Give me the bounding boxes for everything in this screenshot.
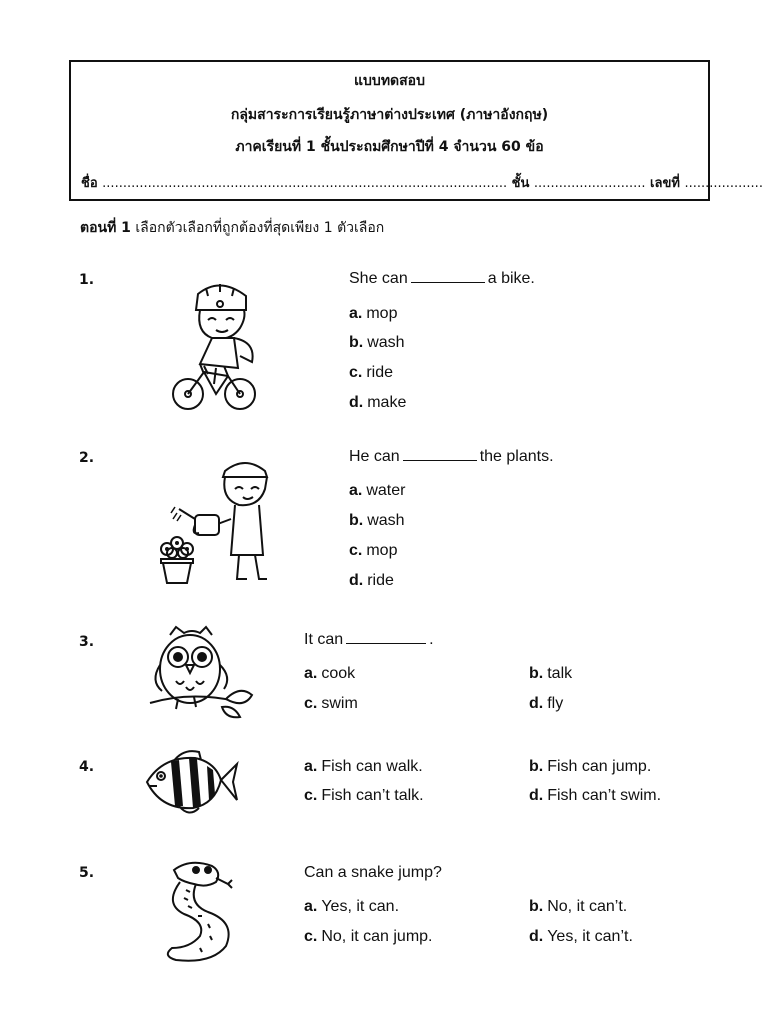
option-a[interactable]: a. cook — [304, 665, 356, 682]
option-d[interactable]: d. make — [349, 394, 407, 411]
question-text: It can . — [304, 631, 434, 648]
option-b[interactable]: b. Fish can jump. — [529, 758, 652, 775]
number-field[interactable]: ................... — [684, 176, 763, 191]
instruction-text: เลือกตัวเลือกที่ถูกต้องที่สุดเพียง 1 ตัวเลือก — [135, 220, 385, 236]
option-c[interactable]: c. mop — [349, 542, 398, 559]
option-b[interactable]: b. wash — [349, 334, 405, 351]
question-text: She can a bike. — [349, 270, 535, 287]
answer-blank — [403, 448, 477, 461]
girl-riding-bike-icon — [168, 280, 263, 412]
question-text: Can a snake jump? — [304, 864, 442, 881]
option-a[interactable]: a. water — [349, 482, 406, 499]
question-number: 5. — [79, 865, 95, 881]
snake-icon — [160, 856, 240, 964]
option-d[interactable]: d. ride — [349, 572, 394, 589]
name-label: ชื่อ — [81, 176, 98, 191]
class-field[interactable]: ........................... — [533, 176, 646, 191]
exam-title: แบบทดสอบ — [354, 73, 425, 89]
option-c[interactable]: c. Fish can’t talk. — [304, 787, 424, 804]
option-c[interactable]: c. No, it can jump. — [304, 928, 433, 945]
student-info-row — [81, 172, 763, 193]
question-number: 1. — [79, 272, 95, 288]
option-a[interactable]: a. Fish can walk. — [304, 758, 423, 775]
part-label: ตอนที่ 1 — [80, 220, 131, 236]
class-label: ชั้น — [511, 176, 530, 191]
option-d[interactable]: d. Yes, it can’t. — [529, 928, 633, 945]
answer-blank — [411, 270, 485, 283]
fish-icon — [143, 748, 239, 818]
option-b[interactable]: b. wash — [349, 512, 405, 529]
option-b[interactable]: b. No, it can’t. — [529, 898, 628, 915]
owl-icon — [140, 625, 260, 720]
question-text: He can the plants. — [349, 448, 554, 465]
exam-term: ภาคเรียนที่ 1 ชั้นประถมศึกษาปีที่ 4 จำนวน 60 ข้อ — [235, 139, 544, 155]
exam-subject: กลุ่มสาระการเรียนรู้ภาษาต่างประเทศ (ภาษาอังกฤษ) — [230, 107, 549, 123]
option-a[interactable]: a. Yes, it can. — [304, 898, 400, 915]
option-b[interactable]: b. talk — [529, 665, 573, 682]
number-label: เลขที่ — [650, 176, 680, 191]
option-c[interactable]: c. ride — [349, 364, 394, 381]
question-number: 4. — [79, 759, 95, 775]
option-d[interactable]: d. fly — [529, 695, 564, 712]
question-number: 3. — [79, 634, 95, 650]
exam-header-box — [69, 60, 763, 201]
part-instruction — [80, 217, 384, 239]
option-d[interactable]: d. Fish can’t swim. — [529, 787, 662, 804]
question-number: 2. — [79, 450, 95, 466]
option-c[interactable]: c. swim — [304, 695, 358, 712]
answer-blank — [346, 631, 426, 644]
option-a[interactable]: a. mop — [349, 305, 398, 322]
boy-watering-plants-icon — [155, 455, 275, 589]
name-field[interactable]: .................................................................................................. — [102, 176, 508, 191]
